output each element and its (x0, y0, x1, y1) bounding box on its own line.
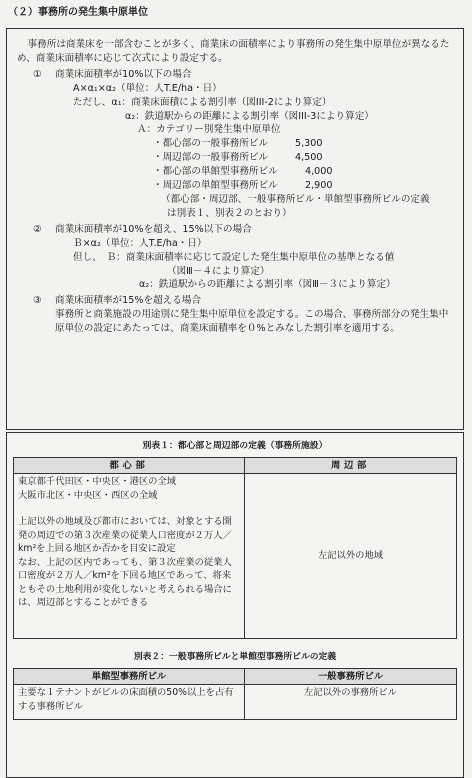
case1-number: ① (33, 68, 42, 80)
section-heading: （２）事務所の発生集中原単位 (8, 7, 148, 18)
case2-title-text: 商業床面積率が10%を超え、15%以下の場合 (55, 223, 252, 235)
table1-periphery-cell: 左記以外の地域 (245, 474, 457, 639)
table1-center-cell (14, 474, 245, 639)
table1-spacer (18, 502, 240, 515)
case1-def-a2-text: 鉄道駅からの距離による割引率（図III-3により算定） (144, 110, 374, 122)
table1-line: 東京都千代田区・中央区・港区の全域 (18, 476, 177, 488)
table2-general-cell: 左記以外の事務所ビル (245, 685, 457, 720)
case1-title (17, 68, 455, 82)
table2-col-header-general: 一般事務所ビル (245, 668, 457, 684)
table1 (13, 457, 457, 639)
case2-title (17, 223, 455, 237)
definition-tables-box (6, 432, 464, 778)
case1-def-a2-prefix: α₂： (125, 110, 145, 122)
case1-def-a1 (17, 96, 455, 110)
case2-def-B (17, 251, 455, 265)
case2-def-B-text: 商業床面積率に応じて設定した発生集中原単位の基準となる値 (125, 251, 395, 263)
table2-col-header-single: 単館型事務所ビル (14, 668, 245, 684)
table1-row (14, 474, 457, 639)
table2-row (14, 685, 457, 720)
table1-line: 上記以外の地域及び都市においては、対象とする開発の周辺での第３次産業の従業人口密度が２万人／km²を上回る地区か否かを目安に設定 (18, 516, 232, 555)
case1-def-A-prefix: Ａ： (137, 124, 157, 136)
case3-title (17, 294, 455, 308)
intro-paragraph: 事務所は商業床を一部含むことが多く、商業床の面積率により事務所の発生集中原単位が異なるため、商業床面積率に応じて次式により設定する。 (17, 39, 450, 64)
case1-def-a1-prefix: ただし、α₁： (73, 96, 132, 108)
case1-title-text: 商業床面積率が10%以下の場合 (55, 68, 192, 80)
office-unit-box (6, 28, 464, 430)
category-item: ・都心部の単館型事務所ビル 4,000 (153, 166, 333, 178)
case1-def-A (17, 123, 455, 137)
case2-def-a2-text: 鉄道駅からの距離による割引率（図Ⅲ－３により算定） (158, 279, 396, 291)
case1-def-a2 (17, 110, 455, 124)
table1-line: なお、上記の区内であっても、第３次産業の従業人口密度が２万人／km²を下回る地区であって、将来ともその土地利用が変化しないと考えられる場合には、周辺部とすることができる (18, 556, 232, 608)
table2-caption: 別表２：一般事務所ビルと単館型事務所ビルの定義 (133, 652, 337, 663)
table1-col-header-center: 都心部 (14, 457, 245, 473)
category-item: ・周辺部の一般事務所ビル 4,500 (153, 152, 323, 164)
case3-title-text: 商業床面積率が15%を超える場合 (55, 295, 202, 307)
case3-text: 事務所と商業施設の用途別に発生集中原単位を設定する。この場合、事務所部分の発生集中原単位の設定にあたっては、商業床面積率を０%とみなした割引率を適用する。 (55, 309, 449, 335)
table1-caption: 別表１：都心部と周辺部の定義（事務所施設） (142, 441, 328, 451)
table1-col-header-periphery: 周辺部 (245, 457, 457, 473)
category-item: ・都心部の一般事務所ビル 5,300 (153, 138, 323, 150)
case2-def-a2 (17, 278, 455, 292)
case2-def-a2-prefix: α₂： (139, 279, 159, 291)
case1-note-line2: は別表１、別表２のとおり） (167, 207, 292, 219)
case1-formula: A×α₁×α₂（単位：人T.E/ha・日） (73, 82, 222, 94)
case2-number: ② (33, 223, 42, 235)
case2-formula: Ｂ×α₂（単位：人T.E/ha・日） (73, 237, 207, 249)
case2-def-B-prefix: 但し、 Ｂ： (73, 251, 126, 263)
category-item: ・周辺部の単館型事務所ビル 2,900 (153, 180, 333, 192)
table2-header-row (14, 668, 457, 684)
table1-header-row (14, 457, 457, 473)
case1-def-a1-text: 商業床面積による割引率（図III-2により算定） (131, 96, 332, 108)
case2-def-B-ref: （図Ⅲ－４により算定） (167, 265, 270, 277)
table1-line: 大阪市北区・中央区・西区の全域 (18, 489, 158, 501)
table2 (13, 668, 457, 720)
case3-number: ③ (33, 295, 42, 307)
case1-note-line1: （都心部・周辺部、一般事務所ビル・単館型事務所ビルの定義 (161, 193, 430, 205)
table2-single-cell: 主要な１テナントがビルの床面積の50%以上を占有する事務所ビル (14, 685, 245, 720)
case1-def-A-text: カテゴリー別発生集中原単位 (156, 124, 281, 136)
